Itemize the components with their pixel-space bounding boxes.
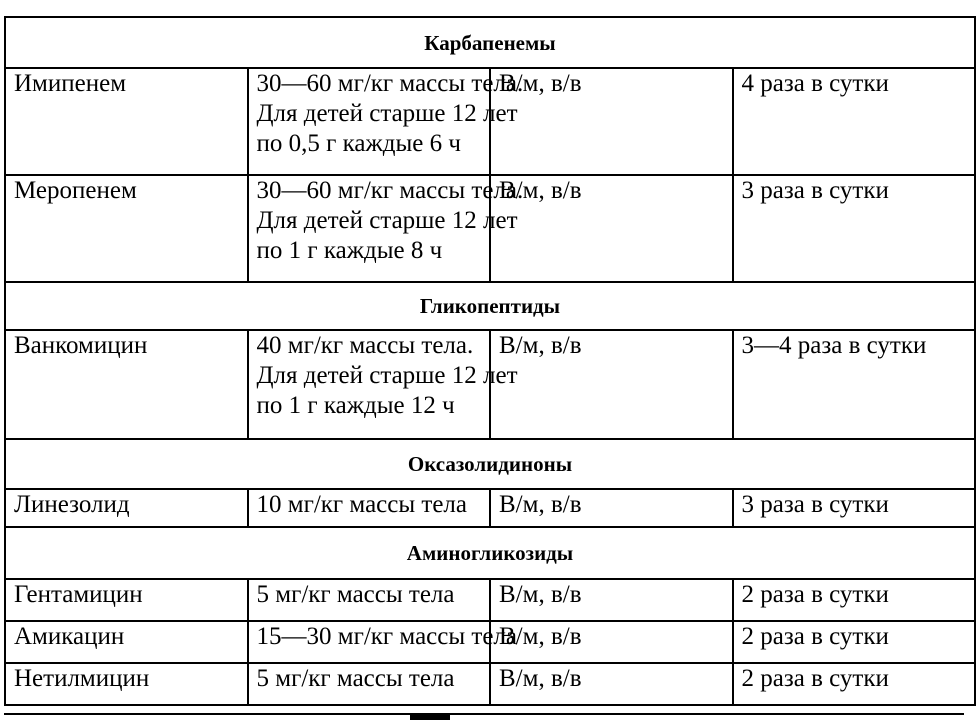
dose-line: 10 мг/кг массы тела	[256, 491, 467, 518]
section-title: Оксазолидиноны	[5, 439, 975, 489]
dose-cell	[248, 621, 517, 663]
dose-cell	[248, 489, 491, 527]
dose-cell	[248, 68, 524, 175]
dose-line: по 1 г каждые 8 ч	[256, 237, 443, 264]
table-row	[5, 330, 975, 439]
drug-name: Меропенем	[5, 175, 248, 282]
route-cell: В/м, в/в	[490, 579, 733, 621]
drug-name: Имипенем	[5, 68, 248, 175]
dose-line: 30—60 мг/кг массы тела.	[256, 177, 524, 204]
frequency-cell: 2 раза в сутки	[733, 621, 976, 663]
section-title: Аминогликозиды	[5, 527, 975, 579]
route-cell: В/м, в/в	[490, 68, 733, 175]
frequency-cell: 3 раза в сутки	[733, 489, 976, 527]
table-row	[5, 621, 975, 663]
dose-line: Для детей старше 12 лет	[256, 207, 518, 234]
dose-line: 5 мг/кг массы тела	[256, 581, 455, 608]
frequency-cell: 4 раза в сутки	[733, 68, 976, 175]
drug-name: Амикацин	[5, 621, 248, 663]
drug-name: Ванкомицин	[5, 330, 248, 439]
dose-line: по 0,5 г каждые 6 ч	[256, 130, 461, 157]
drug-name: Нетилмицин	[5, 663, 248, 705]
dose-line: Для детей старше 12 лет	[256, 100, 518, 127]
dose-cell	[248, 175, 524, 282]
frequency-cell: 3 раза в сутки	[733, 175, 976, 282]
frequency-cell: 3—4 раза в сутки	[733, 330, 976, 439]
section-header-row	[5, 439, 975, 489]
dose-line: по 1 г каждые 12 ч	[256, 392, 455, 419]
antibiotic-dosage-table	[4, 16, 976, 706]
route-cell: В/м, в/в	[490, 330, 733, 439]
section-header-row	[5, 282, 975, 330]
drug-name: Гентамицин	[5, 579, 248, 621]
section-title: Гликопептиды	[5, 282, 975, 330]
route-cell: В/м, в/в	[490, 175, 733, 282]
dose-cell	[248, 330, 518, 439]
section-header-row	[5, 17, 975, 68]
section-header-row	[5, 527, 975, 579]
dose-line: 15—30 мг/кг массы тела	[256, 623, 517, 650]
drug-name: Линезолид	[5, 489, 248, 527]
table-row	[5, 175, 975, 282]
table-row	[5, 579, 975, 621]
table-bottom-rule	[4, 713, 964, 715]
section-title: Карбапенемы	[5, 17, 975, 68]
dose-cell	[248, 663, 491, 705]
route-cell: В/м, в/в	[490, 663, 733, 705]
route-cell: В/м, в/в	[490, 489, 733, 527]
frequency-cell: 2 раза в сутки	[733, 663, 976, 705]
frequency-cell: 2 раза в сутки	[733, 579, 976, 621]
cut-off-next-heading	[410, 715, 450, 720]
dose-line: Для детей старше 12 лет	[256, 362, 518, 389]
table-row	[5, 68, 975, 175]
dose-line: 40 мг/кг массы тела.	[256, 332, 474, 359]
dose-line: 5 мг/кг массы тела	[256, 665, 455, 692]
route-cell: В/м, в/в	[490, 621, 733, 663]
table-row	[5, 663, 975, 705]
dose-cell	[248, 579, 491, 621]
table-row	[5, 489, 975, 527]
dose-line: 30—60 мг/кг массы тела.	[256, 70, 524, 97]
